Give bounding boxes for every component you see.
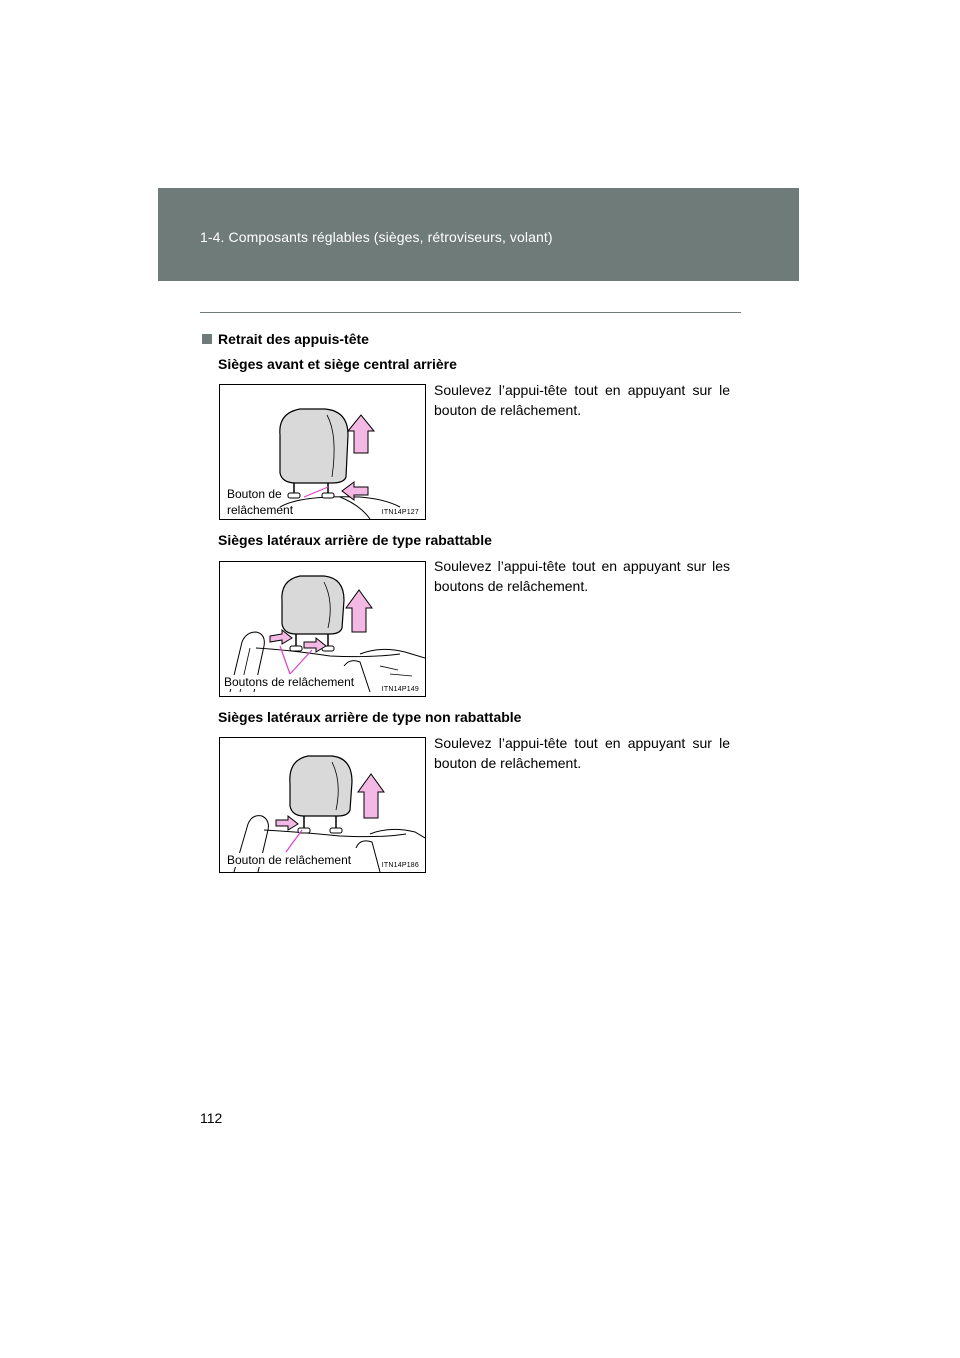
subtitle-non-folding-rear-seats: Sièges latéraux arrière de type non rabattable <box>218 709 522 725</box>
description-folding-rear-seats: Soulevez l’appui-tête tout en appuyant sur les boutons de relâchement. <box>434 558 730 594</box>
figure-code: ITN14P186 <box>381 862 419 869</box>
figure-folding-rear-headrest <box>219 561 426 697</box>
figure-label: Boutons de relâchement <box>224 675 355 689</box>
section-title: 1-4. Composants réglables (sièges, rétroviseurs, volant) <box>200 229 553 245</box>
square-bullet-icon <box>202 334 212 344</box>
heading-text: Retrait des appuis-tête <box>218 331 369 347</box>
figure-non-folding-rear-headrest <box>219 737 426 873</box>
figure-label-line1: Bouton de <box>227 487 282 501</box>
header-rule <box>200 312 741 313</box>
figure-label: Bouton de relâchement <box>227 853 352 867</box>
page-number: 112 <box>200 1110 223 1126</box>
subtitle-front-seats: Sièges avant et siège central arrière <box>218 356 457 372</box>
subtitle-folding-rear-seats: Sièges latéraux arrière de type rabattable <box>218 532 492 548</box>
figure-front-headrest <box>219 384 426 520</box>
figure-code: ITN14P127 <box>381 509 419 516</box>
section-heading <box>202 331 369 347</box>
description-non-folding-rear-seats: Soulevez l’appui-tête tout en appuyant sur le bouton de relâchement. <box>434 735 730 771</box>
figure-label-line2: relâchement <box>227 503 294 517</box>
figure-code: ITN14P149 <box>381 686 419 693</box>
description-front-seats: Soulevez l’appui-tête tout en appuyant sur le bouton de relâchement. <box>434 382 730 418</box>
